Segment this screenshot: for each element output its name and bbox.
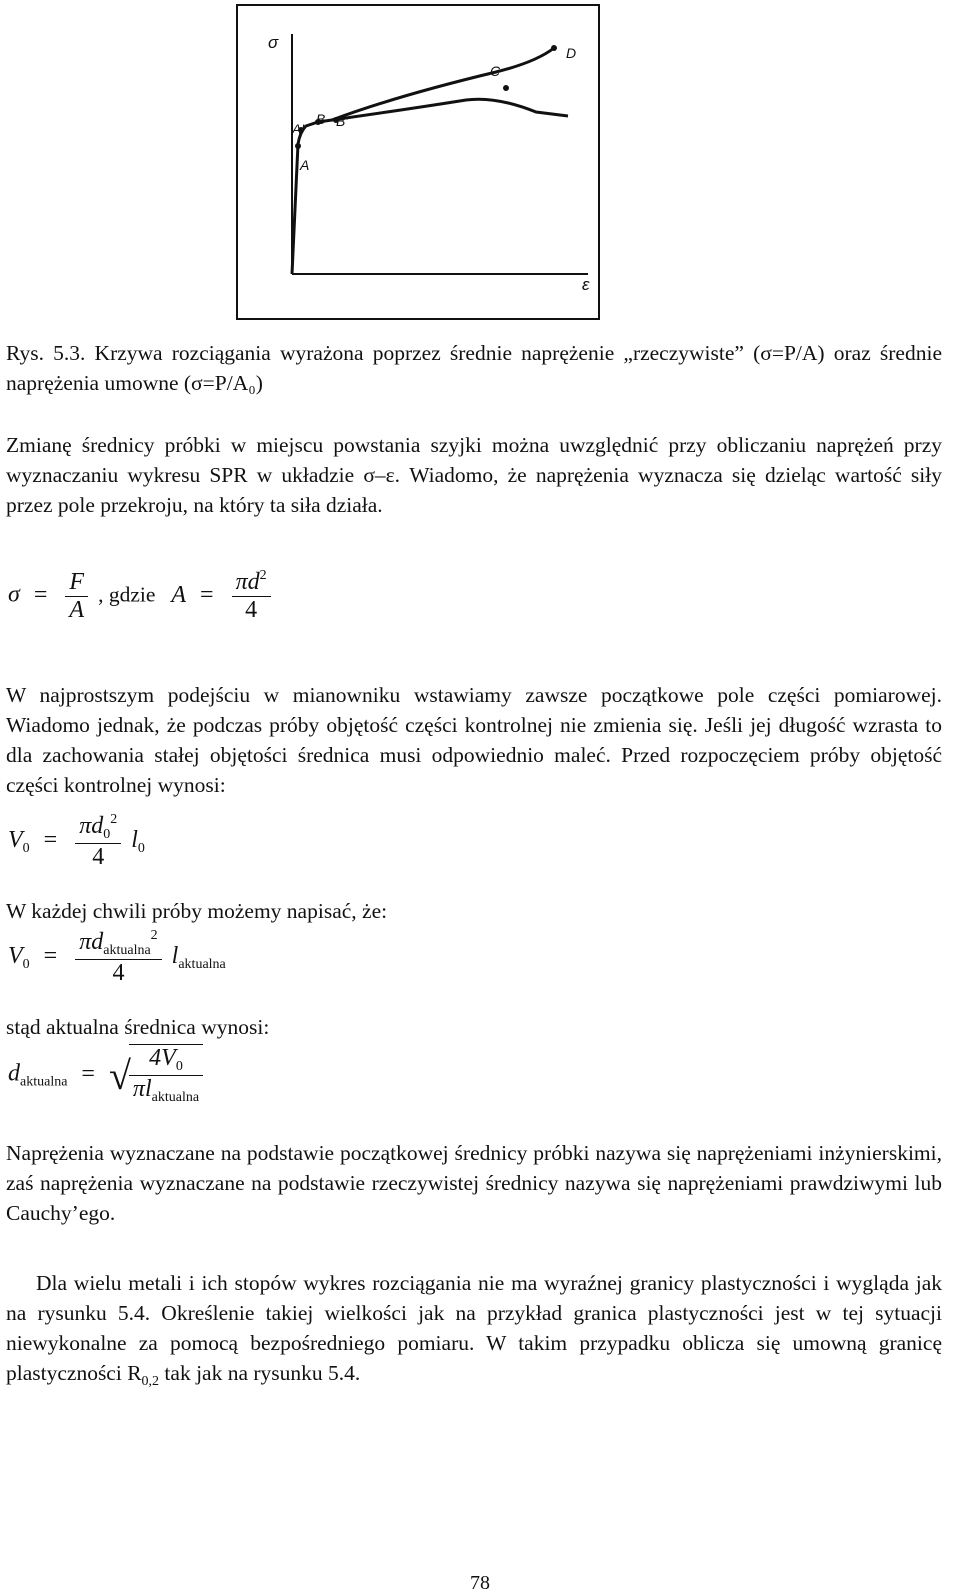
figure-caption: Rys. 5.3. Krzywa rozciągania wyrażona poprzez średnie naprężenie „rzeczywiste” (σ=P/A) oraz średnie naprężenia umowne (σ=P/A₀) xyxy=(6,341,942,395)
label-D: D xyxy=(566,45,577,61)
para6-end: tak jak na rysunku 5.4. xyxy=(159,1361,361,1385)
stress-strain-figure xyxy=(236,4,600,320)
eq3-equals: = xyxy=(43,943,58,970)
eq3-fraction xyxy=(75,928,161,987)
equation-current-diameter xyxy=(8,1044,207,1106)
eq4-d: d xyxy=(8,1060,20,1087)
eq1-gdzie: , gdzie xyxy=(98,582,156,607)
eq2-l-sub: 0 xyxy=(137,841,145,857)
eq4-V-sub: 0 xyxy=(175,1059,183,1074)
eq4-fraction xyxy=(129,1044,203,1106)
eq2-fraction xyxy=(75,812,121,871)
eq3-V: V xyxy=(8,943,23,970)
paragraph-kazdej-chwili: W każdej chwili próby możemy napisać, że: xyxy=(6,899,388,923)
paragraph-mianownik: W najprostszym podejściu w mianowniku wstawiamy zawsze początkowe pole części pomiarowej. Wiadomo jednak, że podczas próby objętość części kontrolnej nie zmienia się. Jeśli jej długość wzrasta to dla zachowania stałej objętości średnica musi odpowiednio maleć. Przed rozpoczęciem próby objętość części kontrolnej wynosi: xyxy=(6,683,942,797)
eq1-fraction xyxy=(65,569,88,624)
eq2-d-sub: 0 xyxy=(103,827,111,842)
eq1-equals-2: = xyxy=(200,581,214,608)
equation-stress xyxy=(8,568,275,624)
eq2-four: 4 xyxy=(75,843,121,871)
paragraph-naprezenia: Naprężenia wyznaczane na podstawie początkowej średnicy próbki nazywa się naprężeniami inżynierskimi, zaś naprężenia wyznaczane na podstawie rzeczywistej średnicy nazywa się naprężeniami prawdziwymi lub Cauchy’ego. xyxy=(6,1141,942,1225)
eq2-l: l xyxy=(131,827,138,854)
eq2-V: V xyxy=(8,827,23,854)
eq3-power: 2 xyxy=(150,928,158,943)
eq3-d-sub: aktualna xyxy=(103,943,151,958)
x-axis-label: ε xyxy=(582,275,590,294)
eq2-V-sub: 0 xyxy=(22,841,30,857)
eq2-equals: = xyxy=(43,827,58,854)
sqrt-sign: √ xyxy=(108,1052,131,1098)
eq1-numerator: F xyxy=(69,568,85,595)
point-A-marker xyxy=(295,143,301,149)
eq4-l-sub: aktualna xyxy=(151,1090,200,1105)
equation-current-volume xyxy=(8,928,226,987)
eq1-denominator: A xyxy=(65,596,88,624)
eq4-equals: = xyxy=(81,1060,95,1087)
point-D-marker xyxy=(551,45,557,51)
eq1-pi-d: πd xyxy=(235,569,260,595)
para6-subscript: 0,2 xyxy=(141,1374,160,1389)
label-C: C xyxy=(490,63,501,79)
para6-main: Dla wielu metali i ich stopów wykres rozciągania nie ma wyraźnej granicy plastyczności i wygląda jak na rysunku 5.4. Określenie takiej wielkości jak na przykład granica plastyczności jest w tej sytuacji niewykonalne za pomocą bezpośredniego pomiaru. W takim przypadku oblicza się umowną granicę plastyczności R xyxy=(6,1271,942,1385)
label-A: A xyxy=(300,157,310,173)
eq1-power: 2 xyxy=(259,568,267,583)
eq1-equals: = xyxy=(33,581,48,608)
page-number: 78 xyxy=(470,1572,490,1594)
label-A-prime: A' xyxy=(292,121,305,137)
paragraph-stad: stąd aktualna średnica wynosi: xyxy=(6,1015,270,1039)
eq4-4V: 4V xyxy=(149,1045,176,1071)
paragraph-szyjka: Zmianę średnicy próbki w miejscu powstania szyjki można uwzględnić przy obliczaniu naprężeń przy wyznaczaniu wykresu SPR w układzie σ–ε. Wiadomo, że naprężenia wyznacza się dzieląc wartość siły przez pole przekroju, na który ta siła działa. xyxy=(6,433,942,517)
eq1-four: 4 xyxy=(232,596,271,624)
eq2-pi-d: πd xyxy=(79,813,104,839)
eq1-sigma: σ xyxy=(8,581,20,608)
eq3-pi-d: πd xyxy=(79,929,104,955)
eq2-power: 2 xyxy=(110,812,118,827)
y-axis-label: σ xyxy=(268,33,279,52)
paragraph-granica-plastycznosci xyxy=(6,1268,942,1397)
eq4-pi-l: πl xyxy=(132,1076,152,1102)
eq1-area: A xyxy=(171,581,187,608)
label-B-prime: B' xyxy=(336,113,349,129)
eq3-V-sub: 0 xyxy=(22,957,30,973)
eq3-l: l xyxy=(171,943,179,970)
eq4-d-sub: aktualna xyxy=(20,1074,68,1090)
point-C-marker xyxy=(503,85,509,91)
eq1-area-fraction xyxy=(232,568,271,624)
eq3-l-sub: aktualna xyxy=(178,957,226,973)
eq3-four: 4 xyxy=(75,959,161,987)
equation-initial-volume xyxy=(8,812,145,871)
stress-strain-diagram xyxy=(236,4,600,320)
label-B: B xyxy=(316,111,326,127)
